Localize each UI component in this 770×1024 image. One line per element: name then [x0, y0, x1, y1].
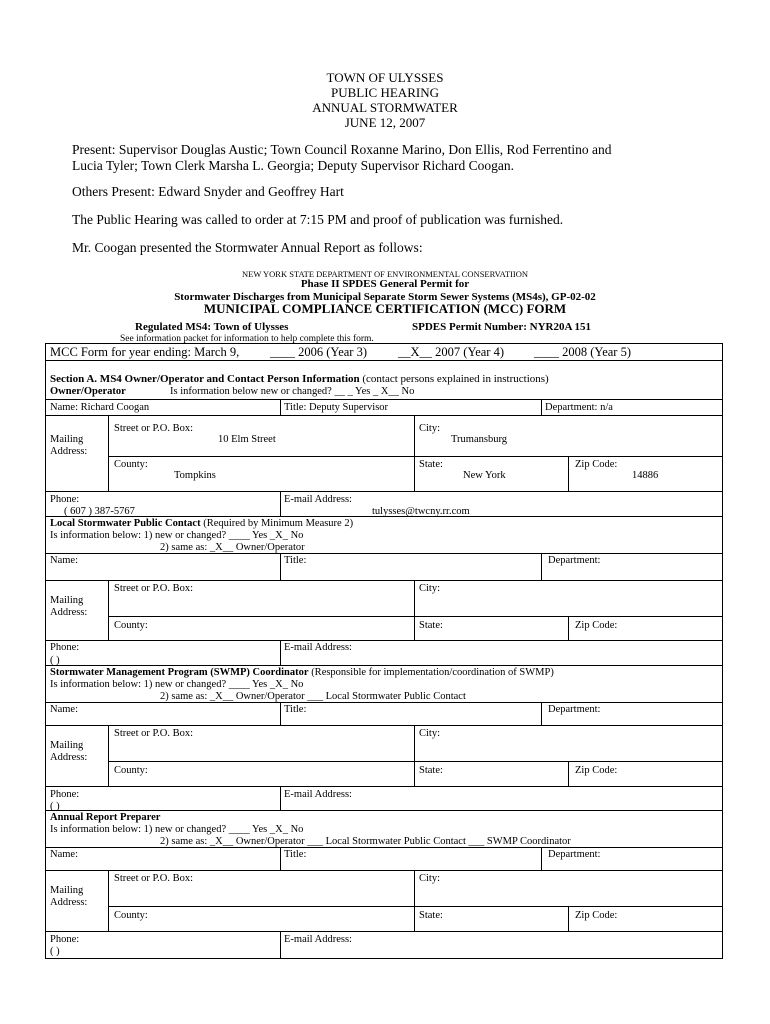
frame-right — [722, 343, 723, 958]
rule — [45, 725, 723, 726]
local-contact-name: Name: — [50, 555, 78, 566]
rule — [45, 810, 723, 811]
preparer-city-label: City: — [419, 873, 441, 884]
preparer-phone-label: Phone: — [50, 934, 80, 945]
rule — [414, 580, 415, 640]
rule — [108, 870, 109, 931]
rule — [280, 702, 281, 725]
rule — [45, 491, 723, 492]
owner-name: Name: Richard Coogan — [50, 402, 150, 413]
rule — [45, 415, 723, 416]
swmp-header — [50, 667, 554, 678]
owner-operator-label: Owner/Operator — [50, 386, 126, 397]
swmp-title-field: Title: — [284, 704, 307, 715]
swmp-name: Name: — [50, 704, 78, 715]
local-contact-zip-label: Zip Code: — [575, 620, 618, 631]
rule — [280, 640, 281, 665]
owner-zip-value: 14886 — [632, 470, 659, 481]
local-contact-department: Department: — [548, 555, 601, 566]
preparer-name: Name: — [50, 849, 78, 860]
owner-county-value: Tompkins — [174, 470, 216, 481]
rule — [108, 580, 109, 640]
rule — [280, 931, 281, 958]
swmp-city-label: City: — [419, 728, 441, 739]
section-a-title: Section A. MS4 Owner/Operator and Contact Person Information — [50, 373, 360, 385]
preparer-title: Annual Report Preparer — [50, 812, 161, 823]
rule — [108, 456, 723, 457]
owner-email-label: E-mail Address: — [284, 494, 352, 505]
local-contact-phone-label: Phone: — [50, 642, 80, 653]
rule — [45, 847, 723, 848]
local-contact-title-field: Title: — [284, 555, 307, 566]
preparer-phone-value: ( ) — [50, 946, 60, 957]
local-contact-address-label: Address: — [50, 607, 88, 618]
swmp-street-label: Street or P.O. Box: — [114, 728, 194, 739]
local-contact-phone-value: ( ) — [50, 655, 60, 666]
form-phase: Phase II SPDES General Permit for — [300, 278, 470, 290]
spdes-permit-number: SPDES Permit Number: NYR20A 151 — [412, 321, 592, 333]
rule — [568, 456, 569, 491]
year-2007-option: __X__ 2007 (Year 4) — [398, 345, 505, 359]
rule — [45, 399, 723, 400]
section-a-header — [50, 373, 549, 385]
owner-new-or-changed: Is information below new or changed? __ _ Yes _ X__ No — [170, 386, 415, 397]
rule — [568, 761, 569, 786]
heading-annual-stormwater: ANNUAL STORMWATER — [312, 100, 458, 115]
rule — [108, 415, 109, 491]
preparer-q1: Is information below: 1) new or changed? ____ Yes _X_ No — [50, 824, 304, 835]
swmp-county-label: County: — [114, 765, 148, 776]
preparer-department: Department: — [548, 849, 601, 860]
rule — [108, 761, 723, 762]
preparer-street-label: Street or P.O. Box: — [114, 873, 194, 884]
swmp-zip-label: Zip Code: — [575, 765, 618, 776]
owner-phone-value: ( 607 ) 387-5767 — [64, 506, 135, 517]
rule — [541, 399, 542, 415]
preparer-mailing-label: Mailing — [50, 885, 84, 896]
owner-street-label: Street or P.O. Box: — [114, 423, 194, 434]
swmp-address-label: Address: — [50, 752, 88, 763]
year-2006-option: ____ 2006 (Year 3) — [270, 345, 367, 359]
rule — [280, 491, 281, 516]
heading-date: JUNE 12, 2007 — [344, 115, 426, 130]
others-present: Others Present: Edward Snyder and Geoffrey Hart — [72, 184, 344, 199]
form-title: MUNICIPAL COMPLIANCE CERTIFICATION (MCC) FORM — [203, 301, 567, 316]
swmp-department: Department: — [548, 704, 601, 715]
swmp-q2: 2) same as: _X__ Owner/Operator ___ Local Stormwater Public Contact — [160, 691, 466, 702]
rule — [280, 553, 281, 580]
called-to-order: The Public Hearing was called to order at 7:15 PM and proof of publication was furnished. — [72, 212, 564, 227]
swmp-q1: Is information below: 1) new or changed? ____ Yes _X_ No — [50, 679, 304, 690]
swmp-phone-value: ( ) — [50, 801, 60, 812]
frame-bottom — [45, 958, 723, 959]
rule — [568, 616, 569, 640]
swmp-phone-label: Phone: — [50, 789, 80, 800]
regulated-ms4: Regulated MS4: Town of Ulysses — [135, 321, 289, 333]
owner-phone-label: Phone: — [50, 494, 80, 505]
preparer-county-label: County: — [114, 910, 148, 921]
local-contact-q1: Is information below: 1) new or changed? ____ Yes _X_ No — [50, 530, 304, 541]
local-contact-title: Local Stormwater Public Contact — [50, 518, 201, 529]
owner-city-label: City: — [419, 423, 441, 434]
rule — [280, 786, 281, 810]
rule — [45, 553, 723, 554]
section-a-title-note: (contact persons explained in instructions) — [362, 373, 549, 385]
owner-title: Title: Deputy Supervisor — [284, 402, 389, 413]
local-contact-mailing-label: Mailing — [50, 595, 84, 606]
heading-public-hearing: PUBLIC HEARING — [331, 85, 439, 100]
owner-department: Department: n/a — [545, 402, 613, 413]
swmp-state-label: State: — [419, 765, 443, 776]
local-contact-city-label: City: — [419, 583, 441, 594]
local-contact-email-label: E-mail Address: — [284, 642, 352, 653]
swmp-email-label: E-mail Address: — [284, 789, 352, 800]
present-line-1: Present: Supervisor Douglas Austic; Town Council Roxanne Marino, Don Ellis, Rod Ferrentino and — [72, 142, 612, 157]
local-contact-q2: 2) same as: _X__ Owner/Operator — [160, 542, 305, 553]
local-contact-street-label: Street or P.O. Box: — [114, 583, 194, 594]
owner-county-label: County: — [114, 459, 148, 470]
form-discharges: Stormwater Discharges from Municipal Separate Storm Sewer Systems (MS4s), GP-02-02 — [174, 291, 596, 303]
rule — [108, 725, 109, 786]
rule — [280, 847, 281, 870]
rule — [541, 702, 542, 725]
presented-report: Mr. Coogan presented the Stormwater Annual Report as follows: — [72, 240, 423, 255]
preparer-zip-label: Zip Code: — [575, 910, 618, 921]
owner-street-value: 10 Elm Street — [218, 434, 276, 445]
swmp-mailing-label: Mailing — [50, 740, 84, 751]
rule — [541, 847, 542, 870]
see-info-note: See information packet for information to help complete this form. — [120, 334, 374, 344]
owner-state-label: State: — [419, 459, 443, 470]
owner-email-value: tulysses@twcny.rr.com — [372, 506, 470, 517]
preparer-email-label: E-mail Address: — [284, 934, 352, 945]
rule — [45, 360, 723, 361]
preparer-title-field: Title: — [284, 849, 307, 860]
rule — [568, 906, 569, 931]
local-contact-county-label: County: — [114, 620, 148, 631]
rule — [45, 931, 723, 932]
rule — [45, 702, 723, 703]
swmp-title-note: (Responsible for implementation/coordination of SWMP) — [311, 667, 554, 678]
frame-top — [45, 343, 723, 344]
owner-zip-label: Zip Code: — [575, 459, 618, 470]
rule — [45, 870, 723, 871]
rule — [108, 906, 723, 907]
preparer-q2: 2) same as: _X__ Owner/Operator ___ Local Stormwater Public Contact ___ SWMP Coordinator — [160, 836, 571, 847]
owner-city-value: Trumansburg — [451, 434, 508, 445]
owner-mailing-label: Mailing — [50, 434, 84, 445]
rule — [541, 553, 542, 580]
rule — [108, 616, 723, 617]
swmp-title: Stormwater Management Program (SWMP) Coordinator — [50, 667, 309, 678]
local-contact-state-label: State: — [419, 620, 443, 631]
year-2008-option: ____ 2008 (Year 5) — [534, 345, 631, 359]
rule — [414, 870, 415, 931]
owner-address-label: Address: — [50, 446, 88, 457]
rule — [45, 516, 723, 517]
year-label: MCC Form for year ending: March 9, — [50, 345, 240, 359]
preparer-address-label: Address: — [50, 897, 88, 908]
owner-state-value: New York — [463, 470, 506, 481]
local-contact-title-note: (Required by Minimum Measure 2) — [203, 518, 354, 529]
frame-left — [45, 343, 46, 958]
rule — [414, 725, 415, 786]
local-contact-header — [50, 518, 353, 529]
rule — [45, 786, 723, 787]
present-line-2: Lucia Tyler; Town Clerk Marsha L. Georgia; Deputy Supervisor Richard Coogan. — [72, 158, 515, 173]
rule — [45, 580, 723, 581]
rule — [414, 415, 415, 491]
form-dept: NEW YORK STATE DEPARTMENT OF ENVIRONMENTAL CONSERVATIION — [242, 269, 528, 279]
heading-town: TOWN OF ULYSSES — [326, 70, 444, 85]
rule — [45, 665, 723, 666]
rule — [45, 640, 723, 641]
rule — [280, 399, 281, 415]
preparer-state-label: State: — [419, 910, 443, 921]
